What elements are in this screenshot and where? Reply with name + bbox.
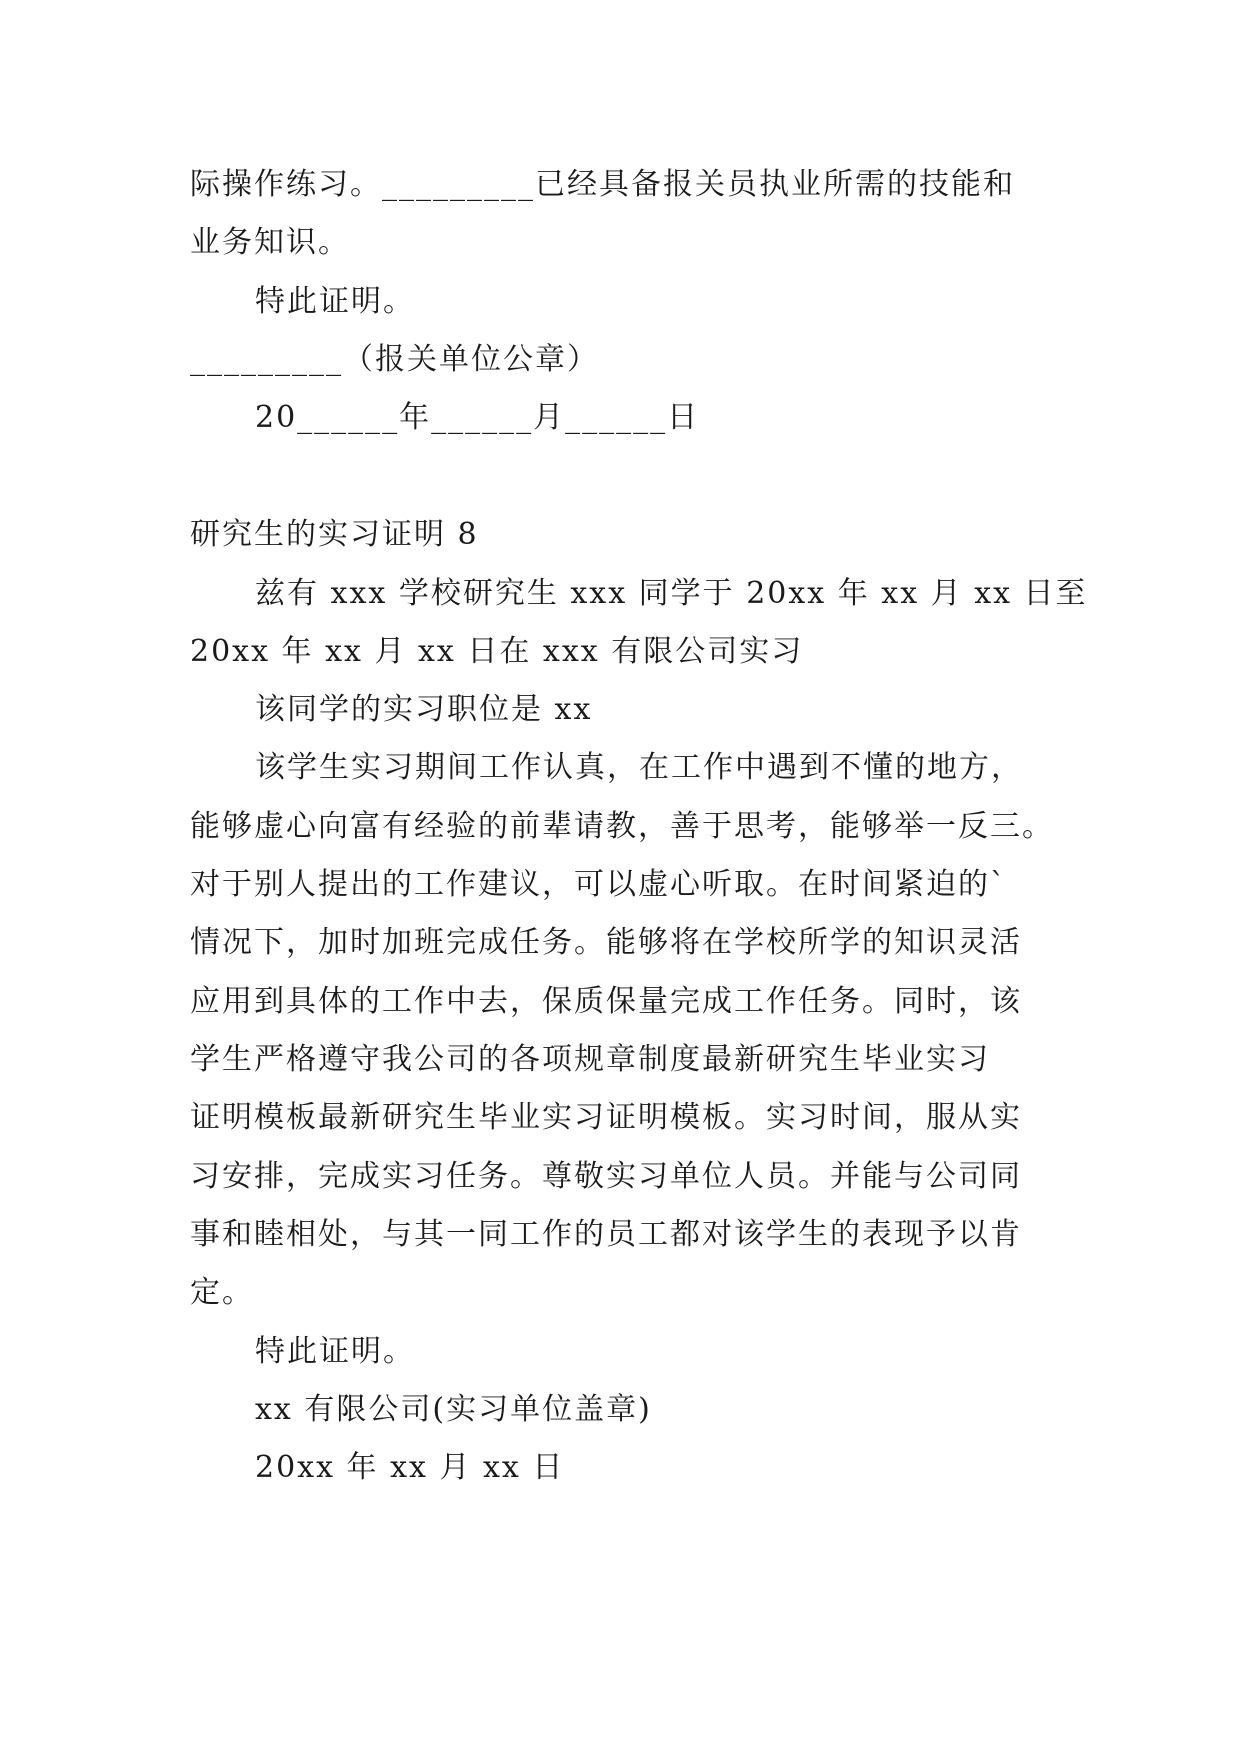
date-line: 20______年______月______日 bbox=[255, 400, 700, 435]
text-line: 事和睦相处，与其一同工作的员工都对该学生的表现予以肯 bbox=[190, 1217, 1022, 1252]
text-line: 证明模板最新研究生毕业实习证明模板。实习时间，服从实 bbox=[190, 1100, 1022, 1135]
closing-statement: 特此证明。 bbox=[255, 1334, 415, 1369]
text-line: 20xx 年 xx 月 xx 日在 xxx 有限公司实习 bbox=[190, 634, 804, 669]
text-line: 际操作练习。_________已经具备报关员执业所需的技能和 bbox=[190, 167, 1015, 202]
text-line: 习安排，完成实习任务。尊敬实习单位人员。并能与公司同 bbox=[190, 1159, 1022, 1194]
closing-statement: 特此证明。 bbox=[255, 284, 415, 319]
text-line: 业务知识。 bbox=[190, 225, 350, 260]
text-line: 学生严格遵守我公司的各项规章制度最新研究生毕业实习 bbox=[190, 1042, 990, 1077]
company-seal-line: xx 有限公司(实习单位盖章) bbox=[255, 1392, 652, 1427]
text-line: 应用到具体的工作中去，保质保量完成工作任务。同时，该 bbox=[190, 984, 1022, 1019]
section-heading: 研究生的实习证明 8 bbox=[190, 517, 479, 552]
text-line: 能够虚心向富有经验的前辈请教，善于思考，能够举一反三。 bbox=[190, 809, 1054, 844]
text-line: 对于别人提出的工作建议，可以虚心听取。在时间紧迫的` bbox=[190, 867, 1007, 902]
text-line: 该学生实习期间工作认真，在工作中遇到不懂的地方， bbox=[255, 750, 1023, 785]
text-line: 该同学的实习职位是 xx bbox=[255, 692, 593, 727]
seal-line: _________（报关单位公章） bbox=[190, 342, 599, 377]
date-line: 20xx 年 xx 月 xx 日 bbox=[255, 1450, 565, 1485]
text-line: 兹有 xxx 学校研究生 xxx 同学于 20xx 年 xx 月 xx 日至 bbox=[255, 576, 1088, 611]
text-line: 定。 bbox=[190, 1275, 254, 1310]
text-line: 情况下，加时加班完成任务。能够将在学校所学的知识灵活 bbox=[190, 925, 1022, 960]
